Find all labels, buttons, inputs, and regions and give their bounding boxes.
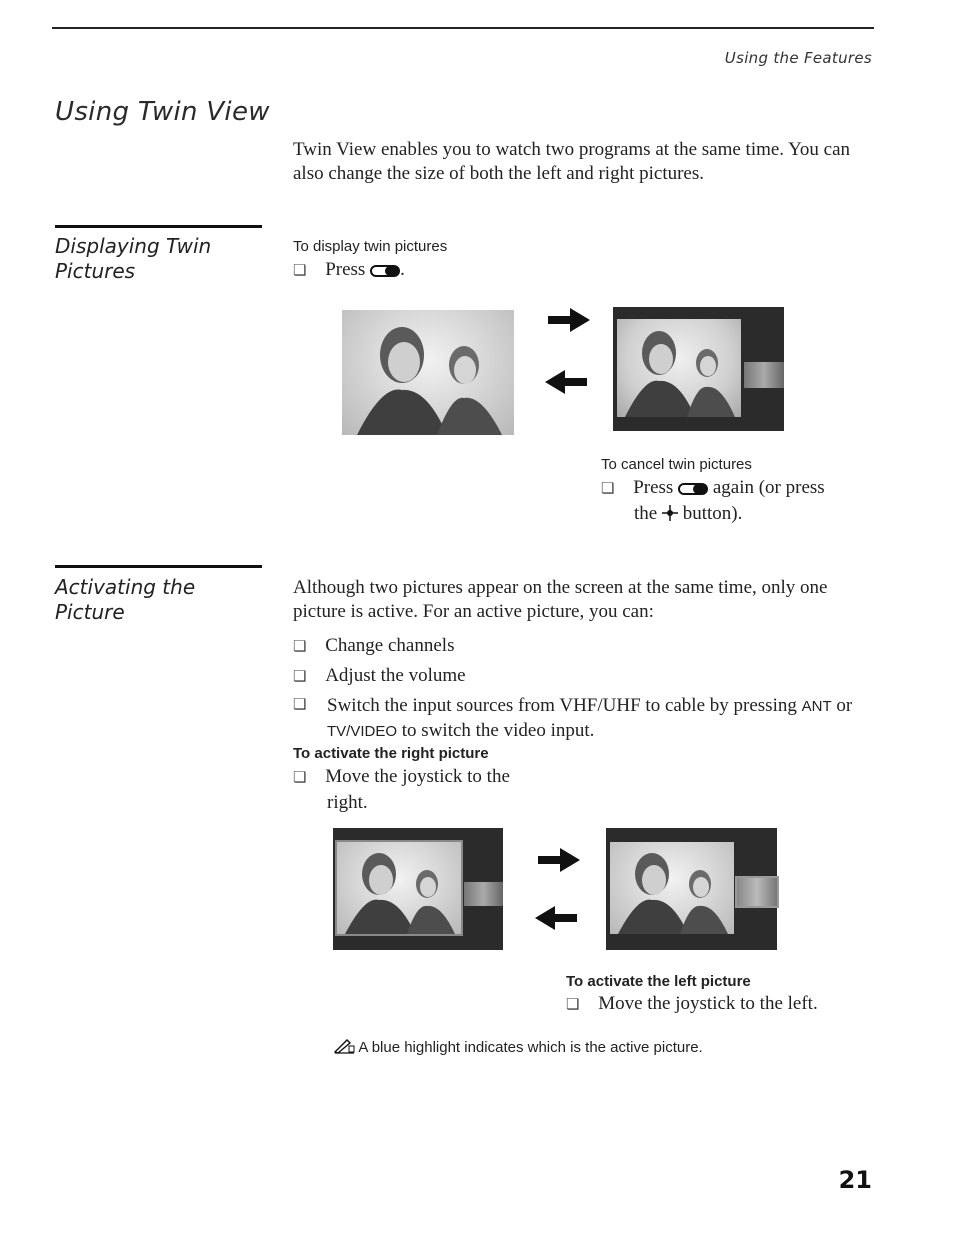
- list-item: [293, 664, 873, 690]
- inactive-right-picture: [464, 882, 503, 906]
- tv-video-key-label: TV/VIDEO: [327, 722, 398, 740]
- activate-right-label: To activate the right picture: [293, 745, 489, 762]
- active-left-picture: [337, 842, 461, 934]
- section-title-activating: [55, 575, 195, 625]
- twin-view-button-icon: [678, 483, 708, 495]
- list-item-text: Adjust the volume: [325, 665, 466, 686]
- step-text: .: [400, 259, 405, 280]
- people-silhouette-icon: [610, 842, 734, 934]
- list-item-text: to switch the video input.: [401, 719, 595, 741]
- active-right-picture: [737, 878, 777, 906]
- step-text: the: [634, 502, 658, 524]
- section-title-line: Pictures: [55, 259, 136, 283]
- inactive-left-picture: [610, 842, 734, 934]
- step-text: Press: [633, 477, 674, 498]
- activate-left-label: To activate the left picture: [566, 973, 751, 990]
- cancel-step: [601, 476, 871, 525]
- note: [333, 1038, 703, 1056]
- people-silhouette-icon: [617, 319, 741, 417]
- running-head: Using the Features: [724, 49, 872, 67]
- step-text: again (or press: [712, 477, 825, 498]
- list-item: [293, 634, 873, 660]
- twin-view-button-icon: [370, 265, 400, 277]
- joystick-icon: [662, 505, 678, 521]
- checkbox-bullet-icon: ❏: [293, 639, 307, 655]
- people-silhouette-icon: [342, 310, 514, 435]
- arrow-left-icon: [535, 905, 577, 931]
- full-picture-image: [342, 310, 514, 435]
- activate-bullet-list: [293, 634, 873, 743]
- list-item-text: Switch the input sources from VHF/UHF to cable by pressing: [327, 695, 797, 716]
- activate-left-step: [566, 992, 876, 1018]
- note-text: A blue highlight indicates which is the active picture.: [358, 1039, 703, 1056]
- page-number: 21: [838, 1166, 872, 1194]
- list-item-text: [327, 694, 873, 743]
- checkbox-bullet-icon: ❏: [601, 481, 615, 497]
- checkbox-bullet-icon: ❏: [293, 669, 307, 685]
- section-rule: [55, 565, 262, 568]
- left-active-screen: [333, 828, 503, 950]
- twin-right-picture: [744, 362, 784, 388]
- chapter-title: Using Twin View: [55, 97, 270, 127]
- arrow-right-icon: [538, 847, 580, 873]
- step-text: Move the joystick to the: [325, 766, 510, 787]
- twin-picture-screen: [613, 307, 784, 431]
- step-text: Move the joystick to the left.: [598, 993, 818, 1014]
- top-rule: [52, 27, 874, 29]
- display-label: To display twin pictures: [293, 238, 448, 255]
- step-text: right.: [327, 791, 368, 813]
- step-text: Press: [325, 259, 366, 280]
- checkbox-bullet-icon: ❏: [293, 697, 307, 713]
- ant-key-label: ANT: [801, 698, 832, 715]
- activate-right-step: [293, 765, 553, 814]
- twin-left-picture: [617, 319, 741, 417]
- checkbox-bullet-icon: ❏: [566, 997, 580, 1013]
- list-item-text: or: [836, 695, 853, 716]
- section-title-line: Activating the: [55, 575, 196, 599]
- arrow-right-icon: [548, 307, 590, 333]
- activate-intro: Although two pictures appear on the screen at the same time, only one picture is active. For an active picture, you can:: [293, 577, 828, 622]
- checkbox-bullet-icon: ❏: [293, 263, 307, 279]
- list-item-text: Change channels: [325, 635, 455, 656]
- intro-paragraph: Twin View enables you to watch two programs at the same time. You can also change the size of both the left and right pictures.: [293, 139, 851, 184]
- note-pencil-icon: [333, 1038, 355, 1054]
- section-title-displaying: [55, 234, 211, 284]
- step-text: button).: [682, 502, 743, 524]
- right-active-screen: [606, 828, 777, 950]
- people-silhouette-icon: [337, 842, 461, 934]
- list-item: [293, 694, 873, 743]
- section-rule: [55, 225, 262, 228]
- cancel-label: To cancel twin pictures: [601, 456, 752, 473]
- arrow-left-icon: [545, 369, 587, 395]
- section-title-line: Displaying Twin: [55, 234, 212, 258]
- display-step: [293, 258, 593, 284]
- section-title-line: Picture: [55, 600, 125, 624]
- checkbox-bullet-icon: ❏: [293, 770, 307, 786]
